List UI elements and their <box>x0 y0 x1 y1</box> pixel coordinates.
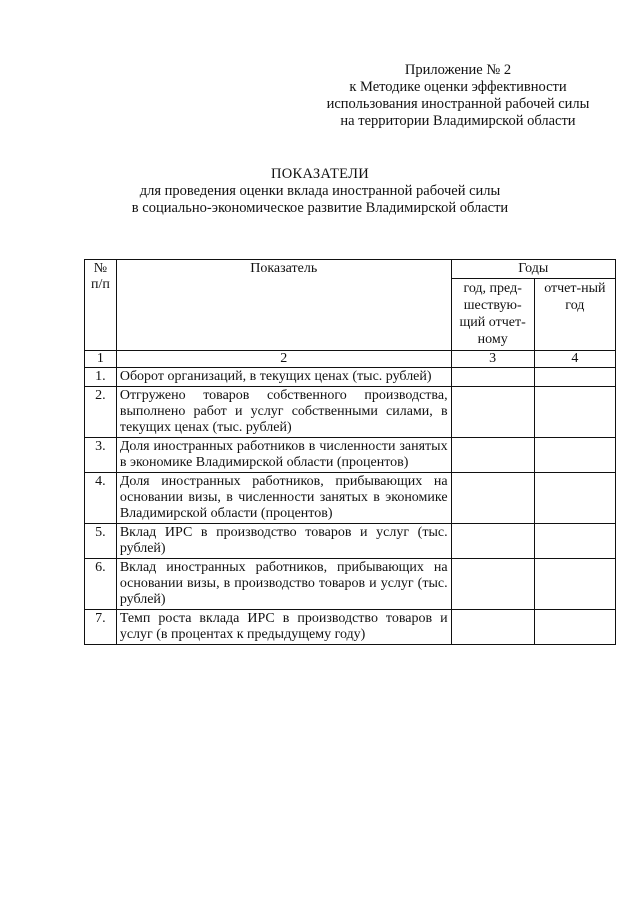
row-number: 5. <box>85 524 117 559</box>
column-numbers-row <box>85 351 616 368</box>
row-indicator: Вклад ИРС в производство товаров и услуг (тыс. рублей) <box>116 524 451 559</box>
row-prev-year-value <box>451 473 534 524</box>
indicators-table <box>84 259 616 645</box>
appendix-line: на территории Владимирской области <box>340 113 576 129</box>
row-number: 7. <box>85 610 117 645</box>
column-number: 2 <box>116 351 451 368</box>
header-prev-year: год, пред-шествую-щий отчет-ному <box>451 279 534 351</box>
header-years: Годы <box>451 260 615 279</box>
appendix-line: Приложение № 2 <box>404 62 512 78</box>
header-report-year: отчет-ный год <box>534 279 615 351</box>
column-number: 4 <box>534 351 615 368</box>
appendix-note <box>318 62 598 130</box>
table-row <box>85 438 616 473</box>
row-indicator: Отгружено товаров собственного производства, выполнено работ и услуг собственными силами, в текущих ценах (тыс. рублей) <box>116 387 451 438</box>
table-row <box>85 368 616 387</box>
row-number: 4. <box>85 473 117 524</box>
table-row <box>85 473 616 524</box>
row-prev-year-value <box>451 559 534 610</box>
row-indicator: Темп роста вклада ИРС в производство товаров и услуг (в процентах к предыдущему году) <box>116 610 451 645</box>
appendix-line: к Методике оценки эффективности <box>349 79 567 95</box>
document-subtitle-line: в социально-экономическое развитие Владимирской области <box>131 200 509 216</box>
column-number: 3 <box>451 351 534 368</box>
row-prev-year-value <box>451 387 534 438</box>
table-row <box>85 524 616 559</box>
document-title: ПОКАЗАТЕЛИ <box>270 166 369 182</box>
table-row <box>85 610 616 645</box>
row-report-year-value <box>534 387 615 438</box>
row-indicator: Доля иностранных работников, прибывающих на основании визы, в численности занятых в экономике Владимирской области (процентов) <box>116 473 451 524</box>
row-indicator: Доля иностранных работников в численности занятых в экономике Владимирской области (процентов) <box>116 438 451 473</box>
row-prev-year-value <box>451 610 534 645</box>
row-number: 2. <box>85 387 117 438</box>
appendix-line: использования иностранной рабочей силы <box>326 96 590 112</box>
row-number: 3. <box>85 438 117 473</box>
row-report-year-value <box>534 524 615 559</box>
column-number: 1 <box>85 351 117 368</box>
row-report-year-value <box>534 473 615 524</box>
row-prev-year-value <box>451 524 534 559</box>
document-heading <box>0 166 640 217</box>
row-report-year-value <box>534 438 615 473</box>
row-indicator: Оборот организаций, в текущих ценах (тыс. рублей) <box>116 368 451 387</box>
row-indicator: Вклад иностранных работников, прибывающих на основании визы, в производство товаров и услуг (тыс. рублей) <box>116 559 451 610</box>
row-report-year-value <box>534 559 615 610</box>
row-report-year-value <box>534 368 615 387</box>
row-number: 6. <box>85 559 117 610</box>
header-indicator: Показатель <box>116 260 451 351</box>
header-num: № п/п <box>85 260 117 351</box>
row-number: 1. <box>85 368 117 387</box>
document-subtitle-line: для проведения оценки вклада иностранной рабочей силы <box>139 183 501 199</box>
table-row <box>85 559 616 610</box>
table-row <box>85 387 616 438</box>
row-prev-year-value <box>451 438 534 473</box>
row-report-year-value <box>534 610 615 645</box>
row-prev-year-value <box>451 368 534 387</box>
table-header-row <box>85 260 616 279</box>
